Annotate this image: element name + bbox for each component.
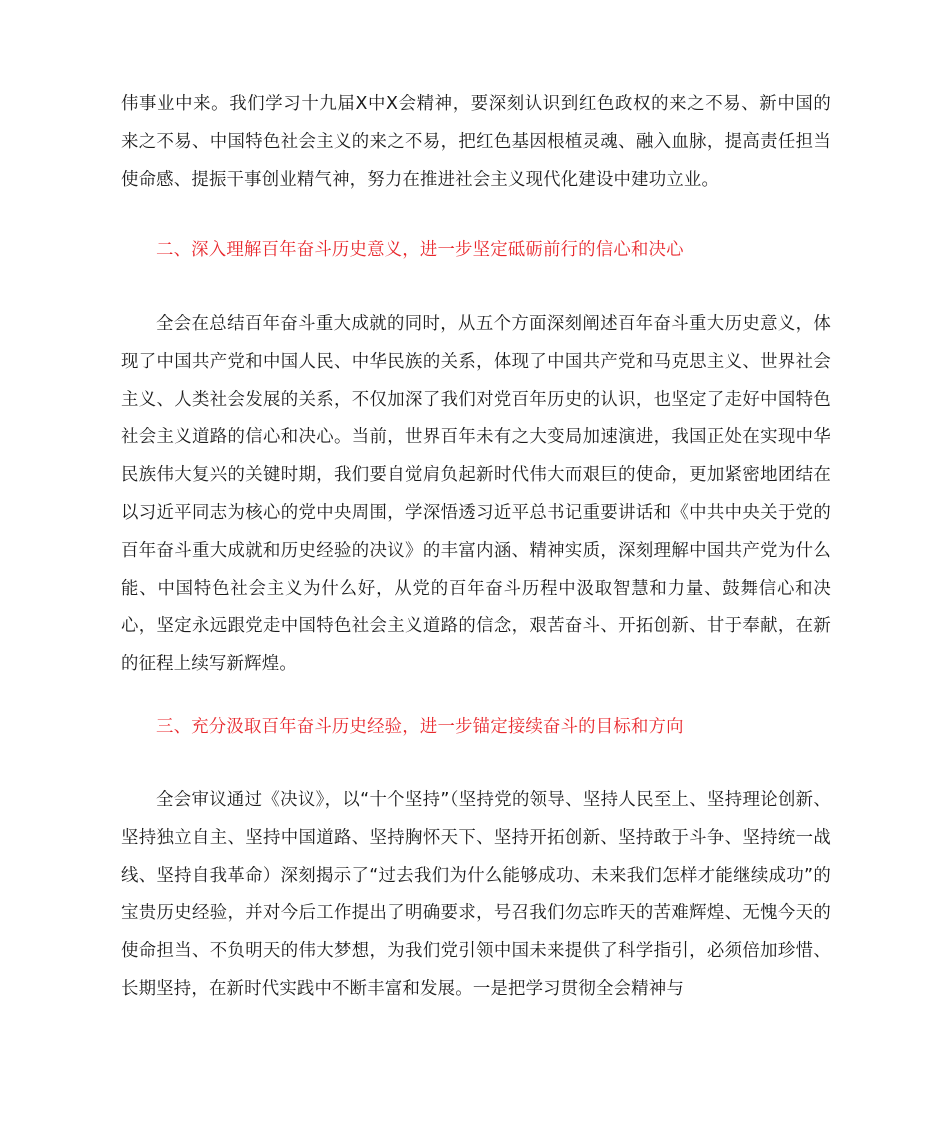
body-paragraph: 全会审议通过《决议》，以“十个坚持”（坚持党的领导、坚持人民至上、坚持理论创新、坚持独立自主、坚持中国道路、坚持胸怀天下、坚持开拓创新、坚持敢于斗争、坚持统一战线、坚持自我革命）深刻揭示了“过去我们为什么能够成功、未来我们怎样才能继续成功”的宝贵历史经验，并对今后工作提出了明确要求，号召我们勿忘昨天的苦难辉煌、无愧今天的使命担当、不负明天的伟大梦想，为我们党引领中国未来提供了科学指引，必须倍加珍惜、长期坚持，在新时代实践中不断丰富和发展。一是把学习贯彻全会精神与	[121, 790, 831, 999]
section-heading: 三、充分汲取百年奋斗历史经验，进一步锚定接续奋斗的目标和方向	[156, 717, 684, 737]
body-paragraph: 伟事业中来。我们学习十九届Ⅹ中Ⅹ会精神，要深刻认识到红色政权的来之不易、新中国的来之不易、中国特色社会主义的来之不易，把红色基因根植灵魂、融入血脉，提高责任担当使命感、提振干事创业精气神，努力在推进社会主义现代化建设中建功立业。	[121, 94, 831, 190]
body-paragraph: 全会在总结百年奋斗重大成就的同时，从五个方面深刻阐述百年奋斗重大历史意义，体现了中国共产党和中国人民、中华民族的关系，体现了中国共产党和马克思主义、世界社会主义、人类社会发展的关系，不仅加深了我们对党百年历史的认识，也坚定了走好中国特色社会主义道路的信心和决心。当前，世界百年未有之大变局加速演进，我国正处在实现中华民族伟大复兴的关键时期，我们要自觉肩负起新时代伟大而艰巨的使命，更加紧密地团结在以习近平同志为核心的党中央周围，学深悟透习近平总书记重要讲话和《中共中央关于党的百年奋斗重大成就和历史经验的决议》的丰富内涵、精神实质，深刻理解中国共产党为什么能、中国特色社会主义为什么好，从党的百年奋斗历程中汲取智慧和力量、鼓舞信心和决心，坚定永远跟党走中国特色社会主义道路的信念，艰苦奋斗、开拓创新、甘于奉献，在新的征程上续写新辉煌。	[121, 314, 831, 675]
section-heading: 二、深入理解百年奋斗历史意义，进一步坚定砥砺前行的信心和决心	[156, 240, 684, 260]
